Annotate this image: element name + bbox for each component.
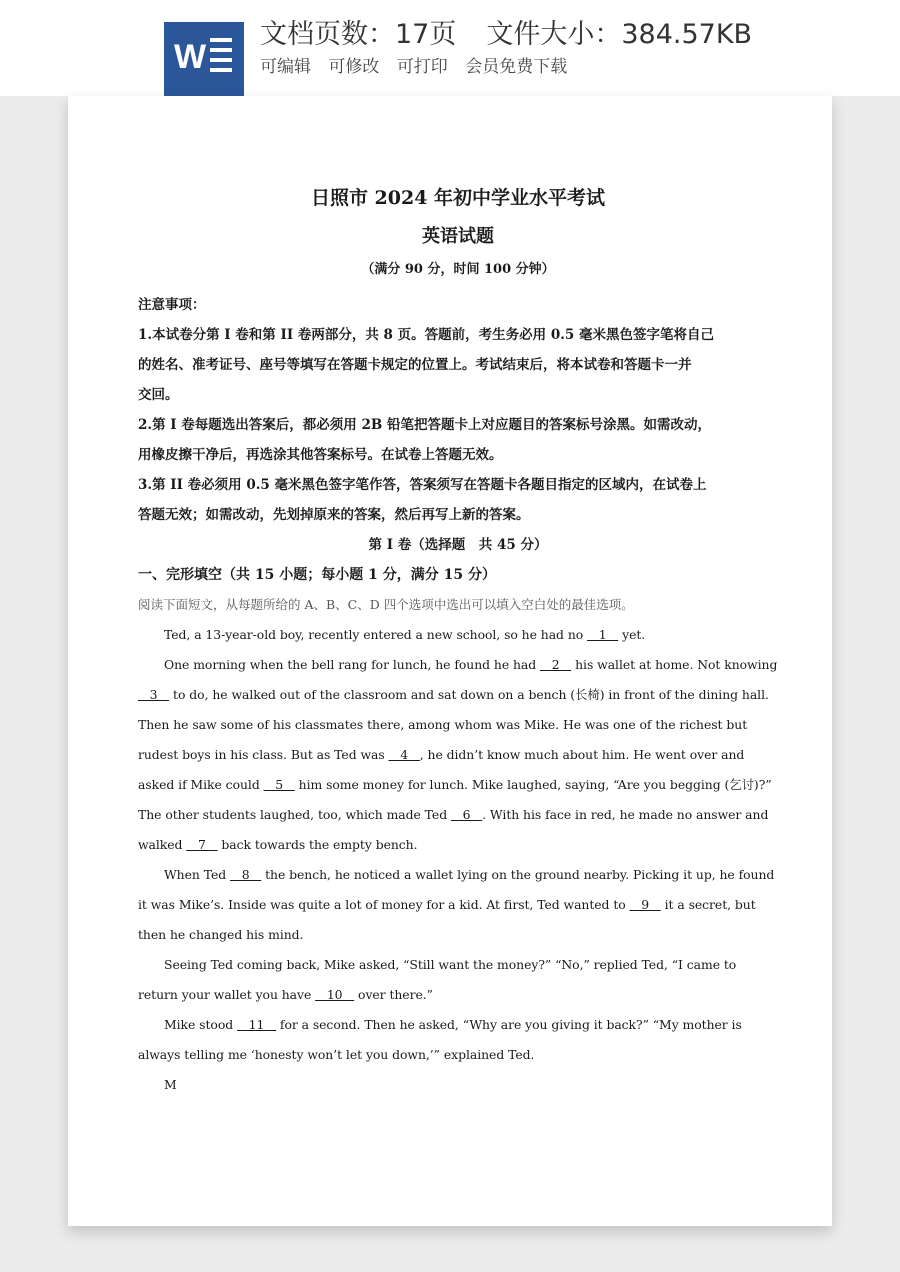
notice-heading: 注意事项： (138, 297, 206, 313)
file-size: 文件大小：384.57KB (486, 19, 753, 50)
blank-11: 11 (237, 1017, 277, 1032)
blank-7: 7 (186, 837, 218, 852)
feature-list (260, 56, 579, 78)
download-header (0, 0, 900, 96)
notice-3b: 答题无效；如需改动，先划掉原来的答案，然后再写上新的答案。 (138, 507, 530, 523)
word-doc-icon (164, 22, 244, 96)
blank-5: 5 (263, 777, 295, 792)
section-heading: 一、完形填空（共 15 小题；每小题 1 分，满分 15 分） (138, 567, 496, 583)
blank-8: 8 (230, 867, 262, 882)
notice-3a: 3.第 II 卷必须用 0.5 毫米黑色签字笔作答，答案须写在答题卡各题目指定的区域内，在试卷上 (138, 477, 707, 493)
exam-title: 日照市 2024 年初中学业水平考试 (310, 187, 606, 209)
blank-1: 1 (587, 627, 619, 642)
notice-2a: 2.第 I 卷每题选出答案后，都必须用 2B 铅笔把答题卡上对应题目的答案标号涂黑。如需改动， (138, 417, 712, 433)
blank-3: 3 (138, 687, 170, 702)
feature-member-download[interactable]: 会员免费下载 (465, 57, 568, 77)
page-count: 文档页数：17页 (260, 19, 457, 50)
exam-subject: 英语试题 (422, 226, 494, 247)
feature-modifiable: 可修改 (328, 57, 380, 77)
passage-paragraph-6: M (164, 1077, 177, 1092)
part-heading: 第 I 卷（选择题 共 45 分） (368, 537, 548, 553)
page-content (138, 186, 778, 1100)
blank-10: 10 (315, 987, 355, 1002)
blank-6: 6 (450, 807, 483, 822)
blank-4: 4 (388, 747, 420, 762)
passage-paragraph-5: Mike stood 11 for a second. Then he asked, “Why are you giving it back?” “My mother is always telling me ‘honesty won’t let you down,’” explained Ted. (138, 1017, 742, 1062)
passage-paragraph-1: Ted, a 13-year-old boy, recently entered a new school, so he had no 1 yet. (164, 627, 646, 642)
passage-paragraph-3: When Ted 8 the bench, he noticed a wallet lying on the ground nearby. Picking it up, he found it was Mike’s. Inside was quite a lot of money for a kid. At first, Ted wanted to 9 it a secret, but then he changed his mind. (138, 867, 775, 942)
document-page (68, 96, 832, 1226)
notice-2b: 用橡皮擦干净后，再选涂其他答案标号。在试卷上答题无效。 (138, 447, 503, 463)
exam-info: （满分 90 分，时间 100 分钟） (361, 262, 555, 277)
passage-paragraph-2: One morning when the bell rang for lunch, he found he had 2 his wallet at home. Not knowing 3 to do, he walked out of the classroom and sat down on a bench (长椅) in front of the dining hall. Then he saw some of his classmates there, among whom was Mike. He was one of the richest but rudest boys in his class. But as Ted was 4 , he didn’t know much about him. He went over and asked if Mike could 5 him some money for lunch. Mike laughed, saying, “Are you begging (乞讨)?” The other students laughed, too, which made Ted 6 . With his face in red, he made no answer and walked 7 back towards the empty bench. (138, 657, 778, 852)
notice-1c: 交回。 (138, 387, 179, 403)
passage-paragraph-4: Seeing Ted coming back, Mike asked, “Still want the money?” “No,” replied Ted, “I came to return your wallet you have 10 over there.” (138, 957, 737, 1002)
instruction: 阅读下面短文，从每题所给的 A、B、C、D 四个选项中选出可以填入空白处的最佳选项。 (138, 597, 634, 612)
blank-9: 9 (629, 897, 661, 912)
notice-1a: 1.本试卷分第 I 卷和第 II 卷两部分，共 8 页。答题前，考生务必用 0.5 毫米黑色签字笔将自己 (138, 327, 715, 343)
notice-1b: 的姓名、准考证号、座号等填写在答题卡规定的位置上。考试结束后，将本试卷和答题卡一并 (138, 357, 692, 373)
feature-editable: 可编辑 (260, 57, 311, 77)
doc-lines (210, 38, 232, 78)
doc-meta (260, 18, 752, 52)
feature-printable: 可打印 (396, 57, 448, 77)
blank-2: 2 (540, 657, 572, 672)
word-letter: W (174, 38, 207, 76)
